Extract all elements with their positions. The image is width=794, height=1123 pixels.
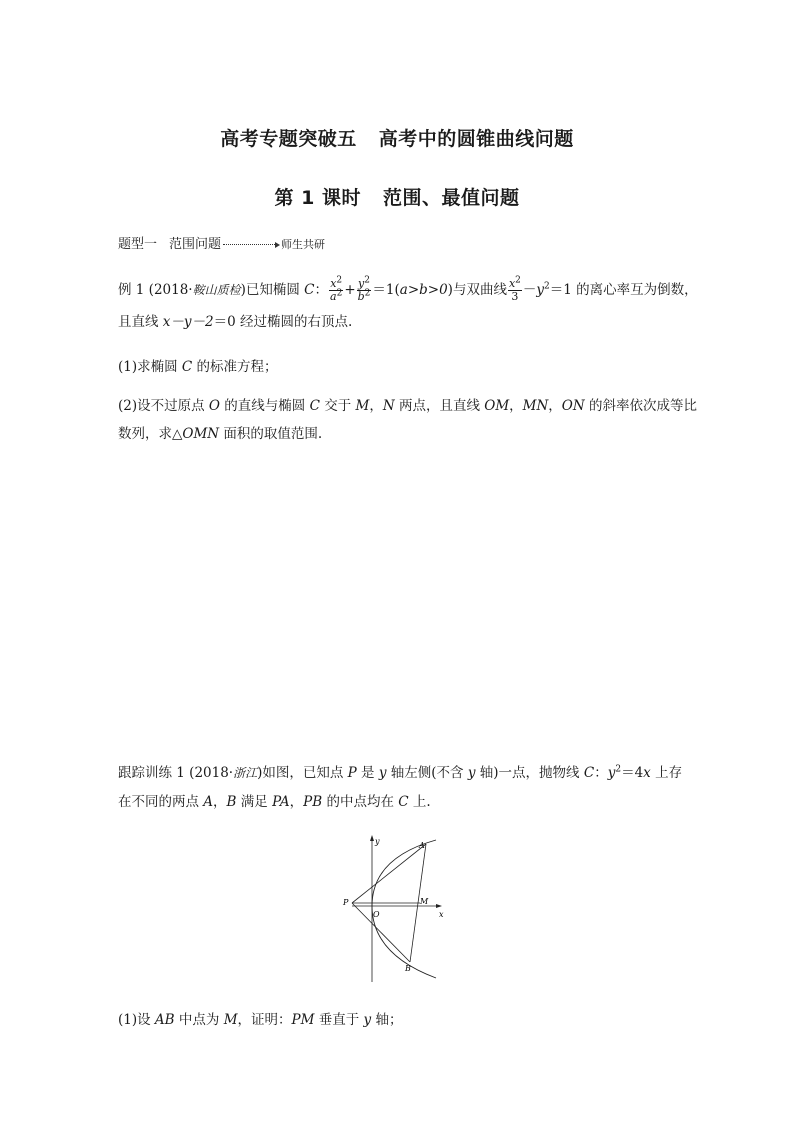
example-1-line-1: 例 1 (2018·鞍山质检)已知椭圆 C： $\frac{x^2}{a^2}$ + $\frac{y^2}{b^2}$ ＝1(a>b>0)与双曲线 $\frac{x^2}{3}$ $-y^2=1$ 的离心率互为倒数， — [118, 275, 698, 303]
example-source: 鞍山质检 — [192, 283, 241, 297]
section-label: 题型一 — [118, 237, 158, 252]
sub-title-right: 范围、最值问题 — [382, 187, 520, 209]
fraction-x2-a2: $\frac{x^2}{a^2}$ — [330, 275, 343, 303]
arrow-icon — [275, 242, 280, 248]
main-title-left: 高考专题突破五 — [220, 128, 357, 150]
label-o: O — [373, 910, 380, 919]
dotted-leader — [223, 244, 275, 245]
main-title — [0, 124, 794, 151]
exercise-source: 浙江 — [233, 766, 258, 780]
label-b: B — [405, 964, 411, 973]
label-p: P — [343, 898, 349, 907]
segment-pa — [352, 844, 426, 903]
example-1-question-2-line-1: (2)设不过原点 O 的直线与椭圆 C 交于 M，N 两点，且直线 OM，MN，ON 的斜率依次成等比 — [118, 398, 697, 414]
label-x: x — [439, 910, 444, 919]
example-1-question-2-line-2: 数列，求△OMN 面积的取值范围. — [118, 426, 323, 442]
label-y: y — [375, 837, 380, 846]
exercise-1-line-2: 在不同的两点 A，B 满足 PA，PB 的中点均在 C 上. — [118, 794, 431, 810]
sub-title — [0, 183, 794, 210]
sub-title-left: 第 1 课时 — [274, 187, 361, 209]
label-a: A — [419, 841, 425, 850]
fraction-y2-b2: $\frac{y^2}{b^2}$ — [357, 275, 371, 303]
main-title-right: 高考中的圆锥曲线问题 — [378, 128, 574, 150]
example-1-line-2: 且直线 x－y－2＝0 经过椭圆的右顶点. — [118, 314, 353, 330]
exercise-1-line-1: 跟踪训练 1 (2018·浙江)如图，已知点 P 是 y 轴左侧(不含 y 轴)一点，抛物线 C：$y^2=4x$ 上存 — [118, 764, 683, 781]
segment-pb — [352, 903, 410, 962]
parabola-figure — [330, 830, 460, 990]
example-1-question-1: (1)求椭圆 C 的标准方程； — [118, 359, 278, 375]
parabola-curve — [372, 840, 436, 978]
y-axis-arrow — [370, 835, 374, 841]
section-name: 范围问题 — [169, 237, 222, 252]
exercise-1-question-1: (1)设 AB 中点为 M，证明：PM 垂直于 y 轴； — [118, 1012, 403, 1028]
x-axis-arrow — [436, 904, 442, 908]
section-tag: 师生共研 — [281, 238, 326, 251]
label-m: M — [420, 897, 429, 906]
section-header — [118, 233, 325, 252]
fraction-x2-3: $\frac{x^2}{3}$ — [508, 275, 521, 303]
